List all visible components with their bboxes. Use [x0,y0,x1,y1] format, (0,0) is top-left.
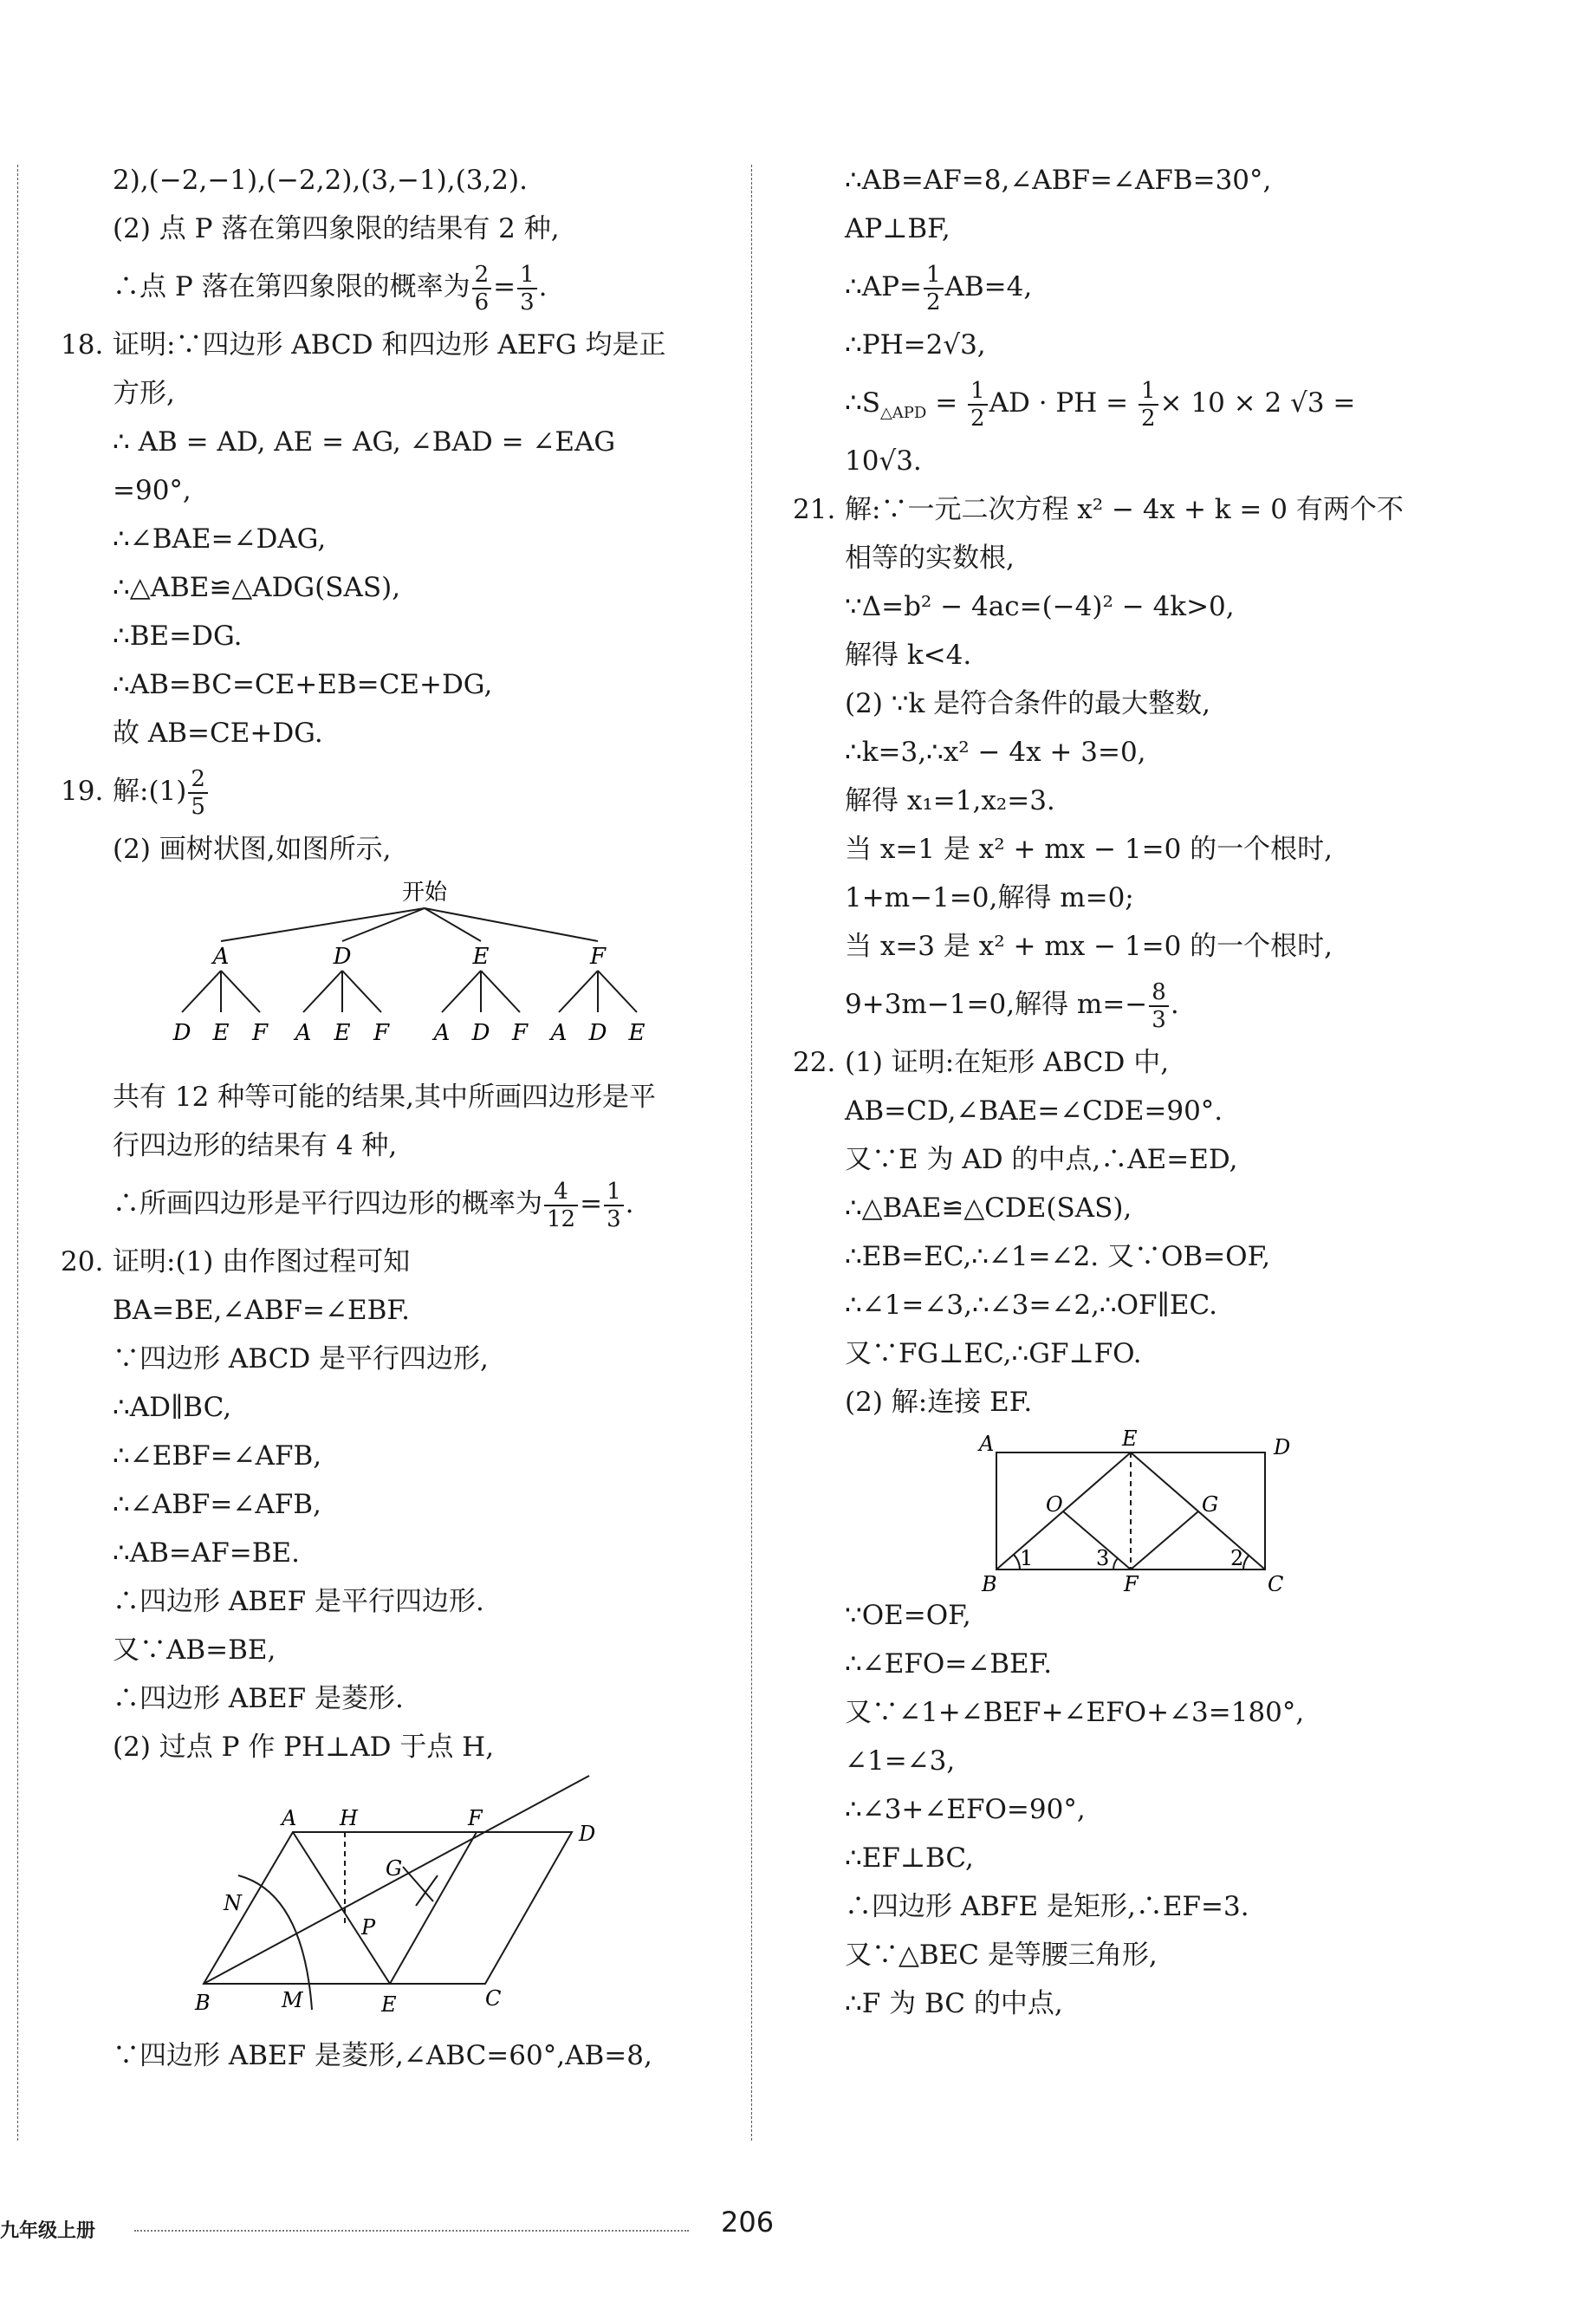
text-span: . [538,271,548,302]
text-line: 1+m−1=0,解得 m=0; [845,882,1134,913]
rhombus-construction-figure [61,1771,719,2031]
fraction [924,262,944,315]
text-line: ∴四边形 ABEF 是菱形. [113,1683,404,1714]
question-number: 20. [61,1246,104,1277]
text-line: 又∵FG⊥EC,∴GF⊥FO. [845,1338,1142,1369]
text-line: ∴BE=DG. [113,621,243,652]
tree-leaf: F [511,1020,529,1046]
text-line: (2) ∵k 是符合条件的最大整数, [845,688,1210,719]
fraction [544,1179,578,1232]
subscript: △APD [879,404,927,423]
tree-diagram [61,874,719,1073]
question-number: 19. [61,776,104,807]
text-line: ∴F 为 BC 的中点, [845,1988,1063,2019]
question-22-line [793,1038,1451,1087]
text-line: AP⊥BF, [845,213,950,244]
fraction [968,378,988,432]
tree-node: F [589,944,607,970]
angle-label: 1 [1020,1546,1034,1570]
text-span: = [493,271,516,302]
text-line: =90°, [113,475,191,506]
denominator: 3 [607,1205,621,1232]
text-line: ∴∠3+∠EFO=90°, [845,1794,1086,1825]
denominator: 5 [191,793,205,820]
text-line: ∴∠BAE=∠DAG, [113,523,327,555]
fraction [517,262,537,315]
fraction [1149,979,1169,1033]
text-line: ∴∠1=∠3,∴∠3=∠2,∴OF∥EC. [845,1290,1217,1321]
text-span: = [926,387,967,419]
point-label: D [1274,1435,1291,1459]
fraction [188,766,208,820]
text-line: ∴PH=2√3, [845,329,986,361]
fraction [1139,378,1158,432]
tree-node: A [212,944,230,970]
tree-node: E [472,944,490,970]
text-span: AB=4, [944,271,1033,302]
text-line: ∴AB=BC=CE+EB=CE+DG, [113,669,493,700]
text-line: 又∵AB=BE, [113,1634,276,1666]
text-line: ∴EF⊥BC, [845,1842,974,1874]
text-line: ∴ AB = AD, AE = AG, ∠BAD = ∠EAG [113,426,616,458]
grade-label: 九年级上册 [0,2220,96,2242]
angle-label: 2 [1230,1546,1244,1570]
text-line: ∴△BAE≌△CDE(SAS), [845,1192,1132,1224]
text-line: ∴EB=EC,∴∠1=∠2. 又∵OB=OF, [845,1241,1271,1272]
text-line: ∴∠EBF=∠AFB, [113,1440,322,1472]
text-span: . [625,1188,634,1219]
text-span: (1) 证明:在矩形 ABCD 中, [845,1047,1170,1078]
text-line [61,1170,719,1238]
numerator: 1 [517,262,537,289]
point-label: D [579,1822,596,1846]
text-line: ∴∠EFO=∠BEF. [845,1648,1053,1680]
tree-leaf: F [251,1020,269,1046]
binding-margin-center [739,165,752,2141]
text-line: AB=CD,∠BAE=∠CDE=90°. [845,1095,1223,1127]
text-line: (2) 过点 P 作 PH⊥AD 于点 H, [113,1732,495,1763]
tree-leaf: E [212,1020,230,1046]
point-label: O [1046,1492,1063,1517]
tree-leaf: D [172,1020,191,1046]
text-line: 故 AB=CE+DG. [113,718,323,749]
point-label: B [195,1991,211,2015]
angle-label: 3 [1096,1546,1110,1570]
denominator: 3 [1152,1006,1166,1033]
text-line: ∴AD∥BC, [113,1392,232,1423]
tree-leaf: E [628,1020,646,1046]
fraction [472,262,492,315]
text-line [793,369,1451,437]
figure-lines [996,1452,1265,1569]
numerator: 2 [188,766,208,794]
numerator: 1 [924,262,944,289]
text-line: 当 x=3 是 x² + mx − 1=0 的一个根时, [845,931,1333,962]
text-span: ∴所画四边形是平行四边形的概率为 [113,1188,542,1219]
text-span: . [1170,989,1179,1020]
point-label: A [282,1806,297,1830]
text-line: 相等的实数根, [845,543,1015,574]
text-span: = [580,1188,603,1219]
question-18-line [61,321,719,369]
text-line: (2) 解:连接 EF. [845,1387,1033,1418]
tree-leaf: A [295,1020,312,1046]
question-number: 18. [61,329,104,361]
numerator: 1 [968,378,988,406]
text-line: 又∵∠1+∠BEF+∠EFO+∠3=180°, [845,1697,1305,1728]
numerator: 1 [604,1179,624,1206]
text-line: 10√3. [845,445,922,477]
text-span: ∴点 P 落在第四象限的概率为 [113,271,470,302]
text-span: AD · PH = [989,387,1137,419]
rectangle-figure [793,1426,1451,1591]
point-label: E [1122,1426,1138,1451]
text-line: ∵Δ=b² − 4ac=(−4)² − 4k>0, [845,591,1235,622]
text-line [793,971,1451,1038]
question-20-line [61,1238,719,1286]
question-19-line [61,757,719,825]
text-span: ∴AP= [845,271,922,302]
tree-level2 [172,1020,646,1046]
point-label: P [361,1915,376,1940]
question-number: 22. [793,1047,836,1078]
point-label: F [468,1806,483,1830]
text-line [793,253,1451,321]
text-line: ∠1=∠3, [845,1745,956,1777]
question-number: 21. [793,494,836,525]
text-line: ∴四边形 ABEF 是平行四边形. [113,1586,484,1617]
point-label: C [1268,1572,1284,1591]
numerator: 4 [544,1179,578,1206]
text-span: × 10 × 2 √3 = [1159,387,1356,419]
point-label: C [485,1986,502,2011]
text-line: 解得 k<4. [845,640,972,671]
question-21-line [793,485,1451,534]
footer-rule [134,2230,689,2232]
text-line: (2) 画树状图,如图所示, [113,834,392,865]
text-span: 证明:∵四边形 ABCD 和四边形 AEFG 均是正 [113,329,666,361]
numerator: 1 [1139,378,1158,406]
text-line: 当 x=1 是 x² + mx − 1=0 的一个根时, [845,834,1333,865]
denominator: 6 [474,289,490,315]
tree-leaf: F [373,1020,390,1046]
denominator: 3 [520,289,535,315]
text-line: 共有 12 种等可能的结果,其中所画四边形是平 [113,1082,657,1113]
figure-lines [204,1776,589,2010]
point-label: H [340,1806,358,1830]
text-line: 又∵E 为 AD 的中点,∴AE=ED, [845,1144,1238,1175]
text-line: 2),(−2,−1),(−2,2),(3,−1),(3,2). [113,165,528,196]
text-line: BA=BE,∠ABF=∠EBF. [113,1295,410,1326]
text-line: ∵四边形 ABEF 是菱形,∠ABC=60°,AB=8, [113,2040,652,2071]
point-label: E [381,1992,397,2017]
denominator: 2 [1140,405,1156,432]
text-line: 方形, [113,378,175,409]
text-span: 证明:(1) 由作图过程可知 [113,1246,411,1277]
tree-node: D [333,944,352,970]
text-line: ∴k=3,∴x² − 4x + 3=0, [845,737,1146,768]
page-footer [0,2206,1596,2249]
page-number: 206 [721,2206,775,2239]
tree-leaf: D [588,1020,607,1046]
text-line: ∵OE=OF, [845,1600,971,1631]
binding-margin-left [5,165,18,2141]
tree-root-label: 开始 [401,880,448,906]
text-span: 解:∵一元二次方程 x² − 4x + k = 0 有两个不 [845,494,1404,525]
tree-leaf: E [334,1020,351,1046]
denominator: 2 [970,405,985,432]
tree-leaf: A [433,1020,451,1046]
text-line: ∵四边形 ABCD 是平行四边形, [113,1343,489,1374]
point-label: F [1124,1572,1139,1591]
text-line: 又∵△BEC 是等腰三角形, [845,1940,1158,1971]
fraction [604,1179,624,1232]
text-line: (2) 点 P 落在第四象限的结果有 2 种, [113,213,560,244]
denominator: 12 [547,1205,576,1232]
text-line: ∴AB=AF=BE. [113,1537,301,1569]
point-label: M [282,1988,303,2012]
text-span: 9+3m−1=0,解得 m=− [845,989,1148,1020]
tree-branches [182,908,637,1012]
point-label: A [979,1432,995,1456]
left-column [61,156,719,2080]
text-line: 解得 x₁=1,x₂=3. [845,785,1055,816]
point-label: G [386,1856,403,1881]
tree-leaf: A [550,1020,568,1046]
point-label: B [982,1572,997,1591]
numerator: 2 [472,262,492,289]
text-line [61,253,719,321]
numerator: 8 [1149,979,1169,1007]
tree-level1 [211,944,607,970]
text-span: ∴S [845,387,880,419]
point-label: G [1202,1492,1219,1517]
text-line: 行四边形的结果有 4 种, [113,1130,398,1161]
text-line: ∴AB=AF=8,∠ABF=∠AFB=30°, [845,165,1272,196]
point-label: N [224,1891,242,1915]
tree-leaf: D [471,1020,490,1046]
text-line: ∴四边形 ABFE 是矩形,∴EF=3. [845,1891,1249,1922]
right-column [793,156,1451,2028]
text-span: 解:(1) [113,776,187,807]
text-line: ∴△ABE≌△ADG(SAS), [113,572,401,603]
denominator: 2 [925,289,941,315]
text-line: ∴∠ABF=∠AFB, [113,1489,321,1520]
